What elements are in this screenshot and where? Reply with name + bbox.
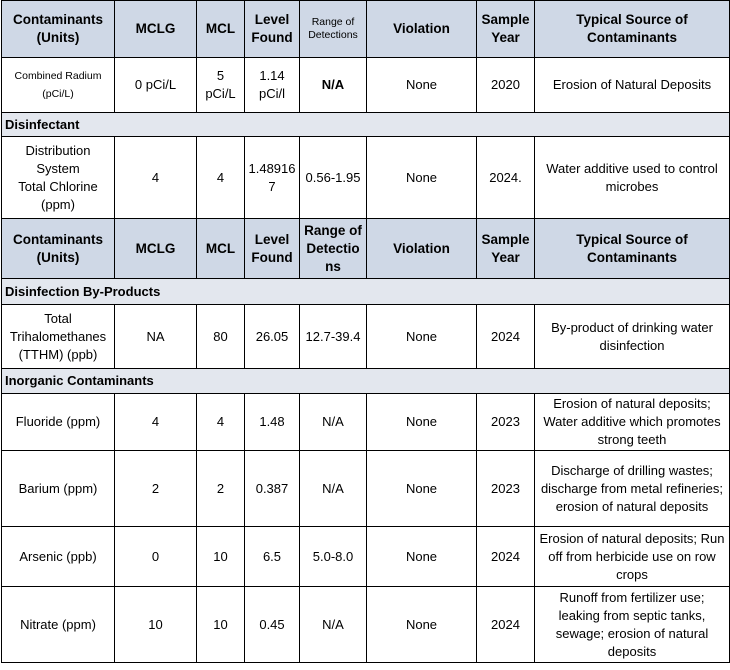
section-title-byproducts: Disinfection By-Products — [2, 279, 730, 305]
table-row — [2, 587, 730, 663]
header-violation: Violation — [367, 219, 477, 279]
section-row — [2, 279, 730, 305]
sample-year-value: 2024 — [477, 587, 535, 663]
mcl-value: 80 — [197, 305, 245, 369]
violation-value: None — [367, 587, 477, 663]
mclg-value: NA — [115, 305, 197, 369]
header-row — [2, 1, 730, 58]
sample-year-value: 2020 — [477, 58, 535, 113]
table-row — [2, 58, 730, 113]
sample-year-value: 2024 — [477, 527, 535, 587]
mcl-value: 5 pCi/L — [197, 58, 245, 113]
sample-year-value: 2023 — [477, 451, 535, 527]
table-row — [2, 527, 730, 587]
mcl-value: 10 — [197, 527, 245, 587]
contaminant-name: Total Trihalomethanes (TTHM) (ppb) — [2, 305, 115, 369]
level-found-value: 26.05 — [245, 305, 300, 369]
contaminant-name: Combined Radium (pCi/L) — [2, 58, 115, 113]
violation-value: None — [367, 527, 477, 587]
level-found-value: 0.387 — [245, 451, 300, 527]
section-row — [2, 113, 730, 137]
header-mclg: MCLG — [115, 219, 197, 279]
mcl-value: 4 — [197, 137, 245, 219]
contaminant-name: Nitrate (ppm) — [2, 587, 115, 663]
mclg-value: 0 — [115, 527, 197, 587]
source-value: Runoff from fertilizer use; leaking from septic tanks, sewage; erosion of natural deposits — [535, 587, 730, 663]
source-value: Discharge of drilling wastes; discharge from metal refineries; erosion of natural deposits — [535, 451, 730, 527]
header-mcl: MCL — [197, 219, 245, 279]
level-found-value: 6.5 — [245, 527, 300, 587]
table-row — [2, 451, 730, 527]
contaminant-name: Arsenic (ppb) — [2, 527, 115, 587]
source-value: Erosion of Natural Deposits — [535, 58, 730, 113]
header-range: Range of Detections — [300, 219, 367, 279]
mcl-value: 10 — [197, 587, 245, 663]
header-sample-year: Sample Year — [477, 1, 535, 58]
contaminant-name — [2, 137, 115, 219]
violation-value: None — [367, 137, 477, 219]
water-quality-table — [1, 0, 730, 663]
source-value: Water additive used to control microbes — [535, 137, 730, 219]
violation-value: None — [367, 394, 477, 451]
range-value: N/A — [300, 587, 367, 663]
level-found-value: 0.45 — [245, 587, 300, 663]
range-value: N/A — [300, 58, 367, 113]
source-value: Erosion of natural deposits; Run off from herbicide use on row crops — [535, 527, 730, 587]
violation-value: None — [367, 305, 477, 369]
section-title-disinfectant: Disinfectant — [2, 113, 730, 137]
table-row — [2, 305, 730, 369]
header-mcl: MCL — [197, 1, 245, 58]
sample-year-value: 2024. — [477, 137, 535, 219]
level-found-value: 1.14 pCi/l — [245, 58, 300, 113]
violation-value: None — [367, 58, 477, 113]
sample-year-value: 2023 — [477, 394, 535, 451]
contaminant-name: Fluoride (ppm) — [2, 394, 115, 451]
range-value: 12.7-39.4 — [300, 305, 367, 369]
header-contaminants: Contaminants (Units) — [2, 1, 115, 58]
contaminant-name-line2: Total Chlorine (ppm) — [18, 178, 98, 212]
table-row — [2, 137, 730, 219]
contaminant-name-line1: Distribution System — [25, 142, 91, 176]
violation-value: None — [367, 451, 477, 527]
mclg-value: 10 — [115, 587, 197, 663]
section-title-inorganic: Inorganic Contaminants — [2, 369, 730, 394]
sample-year-value: 2024 — [477, 305, 535, 369]
range-value: 0.56-1.95 — [300, 137, 367, 219]
table-row — [2, 394, 730, 451]
mclg-value: 4 — [115, 394, 197, 451]
header-range: Range of Detections — [300, 1, 367, 58]
level-found-value: 1.48 — [245, 394, 300, 451]
source-value: Erosion of natural deposits; Water additive which promotes strong teeth — [535, 394, 730, 451]
mcl-value: 4 — [197, 394, 245, 451]
header-mclg: MCLG — [115, 1, 197, 58]
source-value: By-product of drinking water disinfection — [535, 305, 730, 369]
range-value: 5.0-8.0 — [300, 527, 367, 587]
mclg-value: 4 — [115, 137, 197, 219]
header-level-found: Level Found — [245, 219, 300, 279]
mclg-value: 2 — [115, 451, 197, 527]
header-sample-year: Sample Year — [477, 219, 535, 279]
header-contaminants: Contaminants (Units) — [2, 219, 115, 279]
contaminant-name: Barium (ppm) — [2, 451, 115, 527]
section-row — [2, 369, 730, 394]
mclg-value: 0 pCi/L — [115, 58, 197, 113]
range-value: N/A — [300, 394, 367, 451]
header-level-found: Level Found — [245, 1, 300, 58]
header-row — [2, 219, 730, 279]
header-violation: Violation — [367, 1, 477, 58]
level-found-value: 1.489167 — [245, 137, 300, 219]
header-source: Typical Source of Contaminants — [535, 219, 730, 279]
range-value: N/A — [300, 451, 367, 527]
mcl-value: 2 — [197, 451, 245, 527]
header-source: Typical Source of Contaminants — [535, 1, 730, 58]
